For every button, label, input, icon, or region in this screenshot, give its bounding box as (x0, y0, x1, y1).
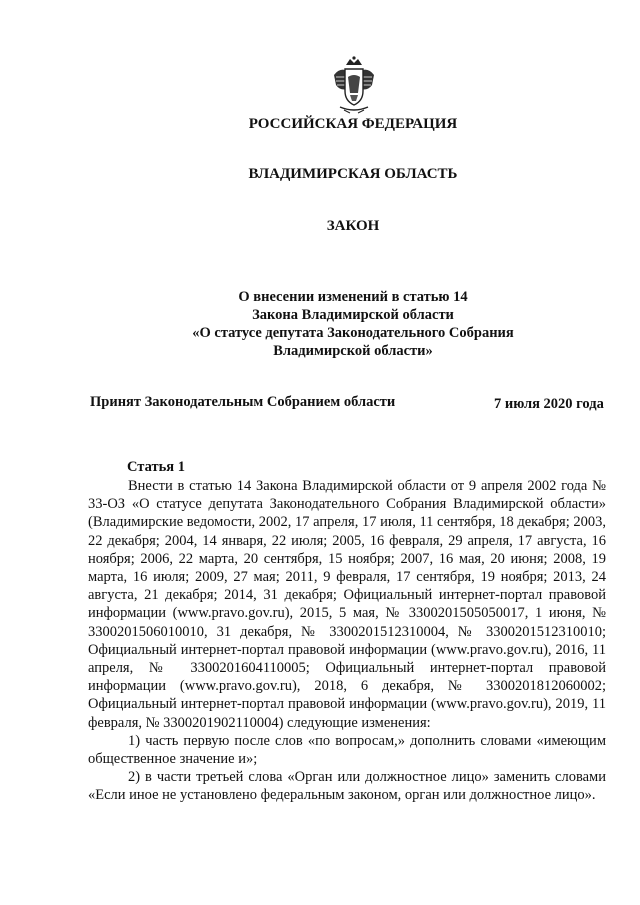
document-type-title: ЗАКОН (326, 218, 380, 234)
article-paragraph: 2) в части третьей слова «Орган или должностное лицо» заменить словами «Если иное не установлено федеральным законом, орган или должностное лицо». (88, 769, 606, 804)
coat-of-arms-icon (330, 55, 378, 115)
country-title: РОССИЙСКАЯ ФЕДЕРАЦИЯ (248, 116, 458, 132)
law-subject-line: О внесении изменений в статью 14 (238, 289, 468, 305)
law-subject-line: Владимирской области» (273, 343, 433, 359)
article-heading: Статья 1 (127, 459, 185, 475)
law-subject-line: «О статусе депутата Законодательного Собрания (192, 325, 514, 341)
law-subject-line: Закона Владимирской области (252, 307, 454, 323)
adoption-date: 7 июля 2020 года (494, 396, 604, 412)
article-body (88, 477, 606, 805)
adoption-statement: Принят Законодательным Собранием области (90, 394, 396, 410)
region-title: ВЛАДИМИРСКАЯ ОБЛАСТЬ (248, 166, 458, 182)
article-paragraph: Внести в статью 14 Закона Владимирской области от 9 апреля 2002 года № 33-ОЗ «О статусе депутата Законодательного Собрания Владимирской области» (Владимирские ведомости, 2002, 17 апреля, 17 июля, 11 сентября, 18 декабря; 2003, 22 декабря; 2004, 14 января, 22 июля; 2005, 16 февраля, 29 апреля, 17 августа, 16 ноября; 2006, 22 марта, 20 сентября, 15 ноября; 2007, 16 мая, 20 июня; 2008, 19 марта, 16 июля; 2009, 27 мая; 2011, 9 февраля, 17 сентября, 19 ноября; 2013, 24 августа, 21 декабря; 2014, 31 декабря; Официальный интернет-портал правовой информации (www.pravo.gov.ru), 2015, 5 мая, № 3300201505050017, 1 июня, № 3300201506010010, 31 декабря, № 3300201512310004, № 3300201512310010; Официальный интернет-портал правовой информации (www.pravo.gov.ru), 2016, 11 апреля, № 3300201604110005; Официальный интернет-портал правовой информации (www.pravo.gov.ru), 2018, 6 декабря, № 3300201812060002; Официальный интернет-портал правовой информации (www.pravo.gov.ru), 2019, 11 февраля, № 3300201902110004) следующие изменения: (88, 478, 606, 731)
article-paragraph: 1) часть первую после слов «по вопросам,» дополнить словами «имеющим общественное значение и»; (88, 732, 606, 768)
law-subject (0, 288, 640, 360)
